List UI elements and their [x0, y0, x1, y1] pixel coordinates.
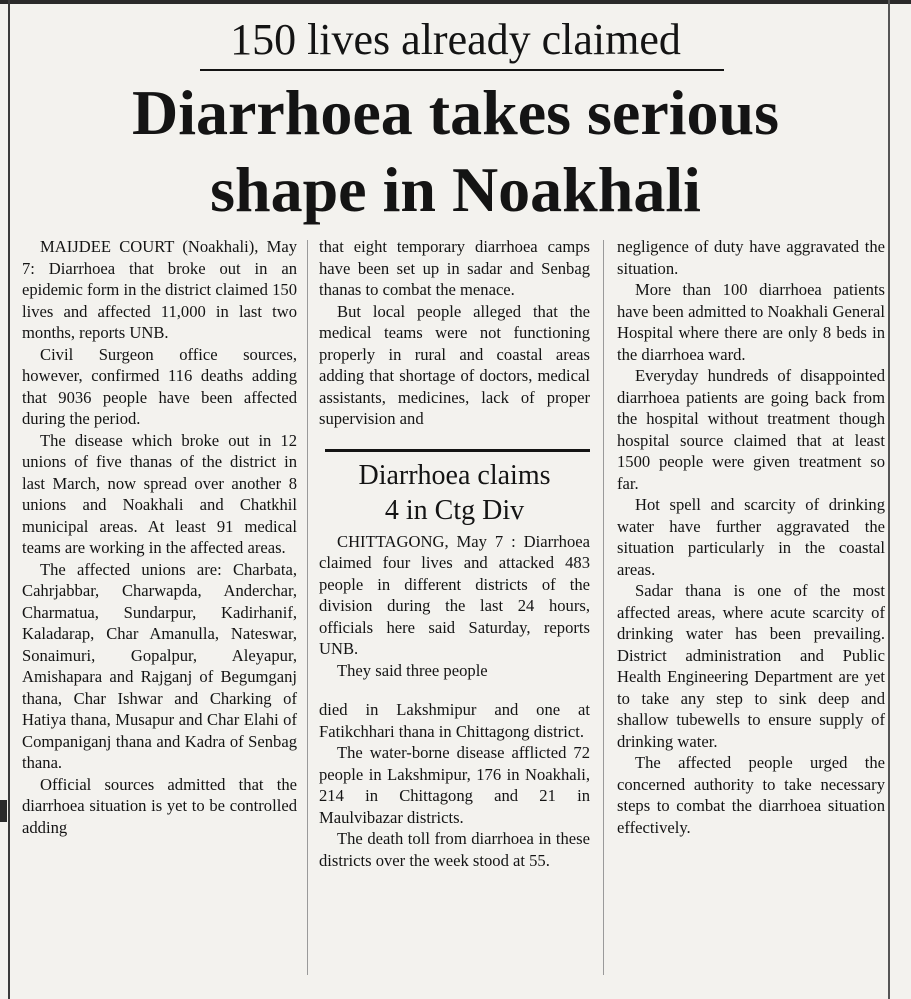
sidebar-paragraph: died in Lakshmipur and one at Fatikchhari thana in Chittagong district. — [319, 700, 590, 741]
article-column-1 — [22, 236, 297, 838]
sidebar-paragraph: The water-borne disease afflicted 72 people in Lakshmipur, 176 in Noakhali, 214 in Chittagong and 21 in Maulvibazar districts. — [319, 743, 590, 827]
column-divider-1 — [307, 240, 308, 975]
article-paragraph: Sadar thana is one of the most affected areas, where acute scarcity of drinking water has been prevailing. District administration and Public Health Engineering Department are yet to take any step to sink deep and shallow tubewells to ensure supply of drinking water. — [617, 581, 885, 751]
sidebar-paragraph: The death toll from diarrhoea in these districts over the week stood at 55. — [319, 829, 590, 870]
article-paragraph: But local people alleged that the medical teams were not functioning properly in rural and coastal areas adding that shortage of doctors, medical assistants, medicines, lack of proper supervision and — [319, 301, 590, 428]
article-paragraph: that eight temporary diarrhoea camps have been set up in sadar and Senbag thanas to combat the menace. — [319, 237, 590, 299]
article-column-3 — [617, 236, 885, 838]
article-paragraph: The disease which broke out in 12 unions of five thanas of the district in last March, now spread over another 8 unions and Noakhali and Chatkhil municipal areas. At least 91 medical teams are working in the affected areas. — [22, 430, 297, 557]
headline-line-2: shape in Noakhali — [210, 154, 701, 225]
sidebar-headline-line-1: Diarrhoea claims — [358, 459, 551, 491]
article-paragraph: More than 100 diarrhoea patients have been admitted to Noakhali General Hospital where there are only 8 beds in the diarrhoea ward. — [617, 280, 885, 364]
article-paragraph: Everyday hundreds of disappointed diarrhoea patients are going back from the hospital without treatment though hospital source claimed that at least 1500 people were given treatment so far. — [617, 366, 885, 493]
sidebar-divider — [325, 449, 590, 452]
top-border — [0, 0, 911, 4]
column-divider-2 — [603, 240, 604, 975]
article-paragraph: negligence of duty have aggravated the situation. — [617, 237, 885, 278]
kicker-underline — [200, 69, 724, 71]
paragraph-gap — [319, 681, 590, 699]
main-headline — [0, 74, 911, 228]
article-paragraph: MAIJDEE COURT (Noakhali), May 7: Diarrhoea that broke out in an epidemic form in the district claimed 150 lives and affected 11,000 in last two months, reports UNB. — [22, 237, 297, 342]
sidebar-headline — [319, 458, 590, 528]
kicker-headline: 150 lives already claimed — [230, 15, 681, 64]
article-paragraph: Civil Surgeon office sources, however, confirmed 116 deaths adding that 9036 people have been affected during the period. — [22, 344, 297, 428]
article-paragraph: The affected people urged the concerned authority to take necessary steps to combat the diarrhoea situation effectively. — [617, 753, 885, 837]
article-column-2 — [319, 236, 590, 871]
article-paragraph: The affected unions are: Charbata, Cahrjabbar, Charwapda, Anderchar, Charmatua, Sundarpur, Kadirhanif, Kaladarap, Char Amanulla, Nateswar, Sonaimuri, Gopalpur, Aleyapur, Amishapara and Rajganj of Begumganj thana, Char Ishwar and Charking of Hatiya thana, Musapur and Char Elahi of Companiganj thana and Kadra of Senbag thana. — [22, 559, 297, 772]
sidebar-headline-line-2: 4 in Ctg Div — [384, 494, 525, 526]
sidebar-paragraph: They said three people — [337, 660, 488, 680]
headline-line-1: Diarrhoea takes serious — [131, 77, 780, 148]
margin-mark — [0, 800, 7, 822]
article-paragraph: Hot spell and scarcity of drinking water have further aggravated the situation particularly in the coastal areas. — [617, 495, 885, 579]
sidebar-paragraph: CHITTAGONG, May 7 : Diarrhoea claimed four lives and attacked 483 people in different districts of the division during the last 24 hours, officials here said Saturday, reports UNB. — [319, 531, 590, 658]
article-paragraph: Official sources admitted that the diarrhoea situation is yet to be controlled adding — [22, 774, 297, 837]
